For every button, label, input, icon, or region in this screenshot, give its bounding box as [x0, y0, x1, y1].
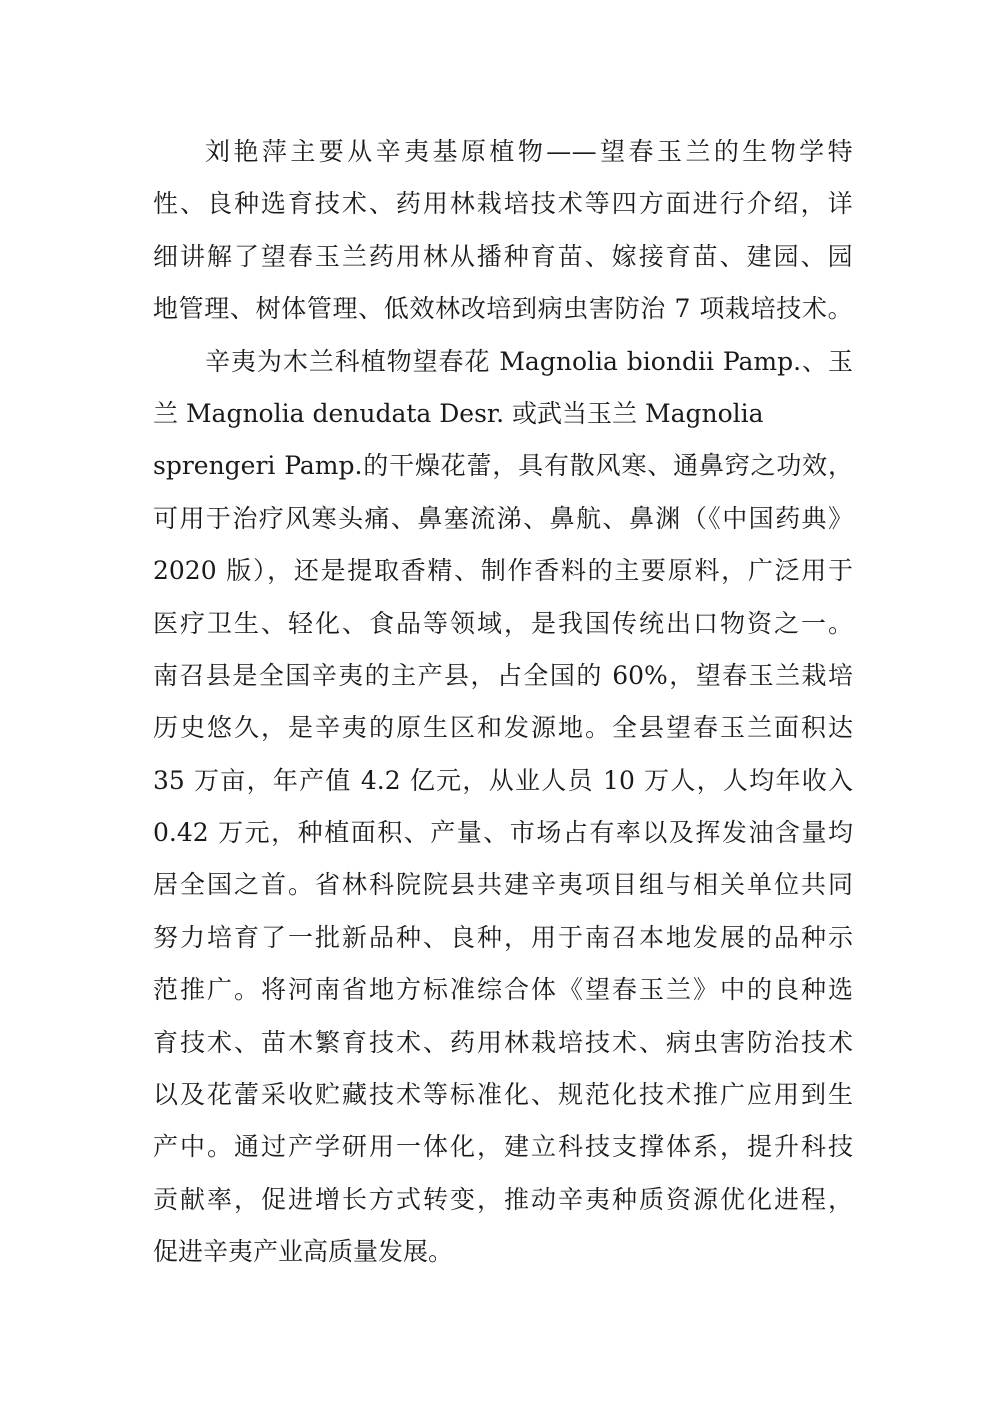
text-line: 0.42 万元，种植面积、产量、市场占有率以及挥发油含量均: [153, 818, 853, 848]
text-line: 贡献率，促进增长方式转变，推动辛夷种质资源优化进程，: [153, 1184, 853, 1214]
paragraph-1: [153, 126, 853, 336]
text-line: 产中。通过产学研用一体化，建立科技支撑体系，提升科技: [153, 1132, 853, 1162]
body-text: [153, 126, 853, 1279]
text-line: 2020 版），还是提取香精、制作香料的主要原料，广泛用于: [153, 556, 853, 586]
text-line: 可用于治疗风寒头痛、鼻塞流涕、鼻航、鼻渊（《中国药典》: [153, 503, 853, 533]
text-line: 细讲解了望春玉兰药用林从播种育苗、嫁接育苗、建园、园: [153, 241, 853, 271]
text-line: 兰 Magnolia denudata Desr. 或武当玉兰 Magnolia: [153, 398, 764, 428]
text-line: 范推广。将河南省地方标准综合体《望春玉兰》中的良种选: [153, 975, 853, 1005]
text-line: sprengeri Pamp.的干燥花蕾，具有散风寒、通鼻窍之功效，: [153, 451, 853, 481]
text-line: 医疗卫生、轻化、食品等领域，是我国传统出口物资之一。: [153, 608, 853, 638]
text-line: 35 万亩，年产值 4.2 亿元，从业人员 10 万人，人均年收入: [153, 765, 853, 795]
text-line: 促进辛夷产业高质量发展。: [153, 1237, 454, 1267]
text-line: 居全国之首。省林科院院县共建辛夷项目组与相关单位共同: [153, 870, 853, 900]
text-line: 辛夷为木兰科植物望春花 Magnolia biondii Pamp.、玉: [205, 346, 853, 376]
text-line: 南召县是全国辛夷的主产县，占全国的 60%，望春玉兰栽培: [153, 660, 853, 690]
text-line: 地管理、树体管理、低效林改培到病虫害防治 7 项栽培技术。: [153, 294, 853, 324]
text-line: 刘艳萍主要从辛夷基原植物——望春玉兰的生物学特: [205, 137, 853, 166]
text-line: 性、良种选育技术、药用林栽培技术等四方面进行介绍，详: [153, 189, 853, 219]
text-line: 以及花蕾采收贮藏技术等标准化、规范化技术推广应用到生: [153, 1080, 853, 1110]
paragraph-2: [153, 336, 853, 1279]
text-line: 努力培育了一批新品种、良种，用于南召本地发展的品种示: [153, 922, 853, 952]
text-line: 历史悠久，是辛夷的原生区和发源地。全县望春玉兰面积达: [153, 713, 853, 743]
text-line: 育技术、苗木繁育技术、药用林栽培技术、病虫害防治技术: [153, 1027, 853, 1057]
